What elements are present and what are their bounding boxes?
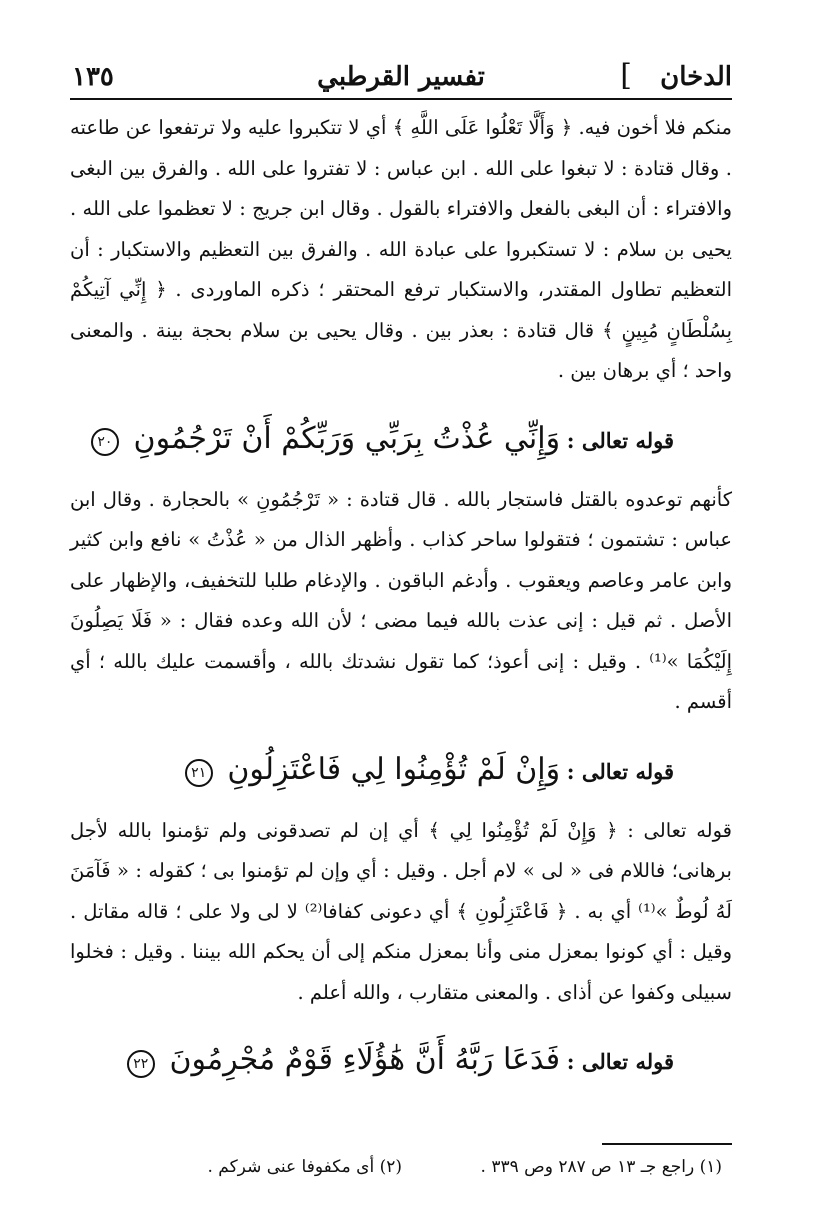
paragraph-commentary-1: منكم فلا أخون فيه. ﴿ وَأَلَّا تَعْلُوا عَلَى اللَّهِ ﴾ أي لا تتكبروا عليه ولا ترتفعوا عن طاعته . وقال قتادة : لا تبغوا على الله . ابن عباس : لا تفتروا على الله . والفرق بين البغى والافتراء : أن البغى بالفعل والافتراء بالقول . وقال ابن جريج : لا تعظموا على الله . يحيى بن سلام : لا تستكبروا على عبادة الله . والفرق بين التعظيم والاستكبار : أن التعظيم تطاول المقتدر، والاستكبار ترفع المحتقر ؛ ذكره الماوردى . ﴿ إِنِّي آتِيكُمْ بِسُلْطَانٍ مُبِينٍ ﴾ قال قتادة : بعذر بين . وقال يحيى بن سلام بحجة بينة . والمعنى واحد ؛ أي برهان بين .	[70, 116, 732, 382]
verse-heading-21	[70, 739, 732, 801]
verse-text: فَدَعَا رَبَّهُ أَنَّ هَٰؤُلَاءِ قَوْمٌ مُجْرِمُونَ	[169, 1042, 561, 1077]
verse-number-badge: ٢٠	[91, 428, 119, 456]
footnote-2: (٢) أى مكفوفا عنى شركم .	[207, 1157, 402, 1177]
header-bracket: ]	[620, 58, 632, 93]
verse-heading-20	[70, 408, 732, 470]
verse-number-badge: ٢١	[185, 759, 213, 787]
footnote-divider	[602, 1143, 732, 1145]
page-number: ١٣٥	[72, 62, 114, 92]
verse-text: وَإِنِّي عُذْتُ بِرَبِّي وَرَبِّكُمْ أَنْ تَرْجُمُونِ	[133, 420, 561, 456]
footnote-1: (١) راجع جـ ١٣ ص ٢٨٧ وص ٣٣٩ .	[480, 1157, 722, 1177]
paragraph-commentary-2: كأنهم توعدوه بالقتل فاستجار بالله . قال قتادة : « تَرْجُمُونِ » بالحجارة . وقال ابن عباس : تشتمون ؛ فتقولوا ساحر كذاب . وأظهر الذال من « عُذْتُ » نافع وابن كثير وابن عامر وعاصم ويعقوب . وأدغم الباقون . والإدغام طلبا للتخفيف، والإظهار على الأصل . ثم قيل : إنى عذت بالله فيما مضى ؛ لأن الله وعده فقال : « فَلَا يَصِلُونَ إِلَيْكُمَا »⁽¹⁾ . وقيل : إنى أعوذ؛ كما تقول نشدتك بالله ، وأقسمت عليك بالله ؛ أي أقسم .	[70, 487, 732, 713]
verse-heading-22	[70, 1029, 732, 1091]
book-page	[70, 58, 732, 1177]
verse-label: قوله تعالى :	[566, 427, 674, 453]
running-header	[70, 58, 732, 100]
verse-label: قوله تعالى :	[566, 1049, 674, 1074]
paragraph-commentary-3: قوله تعالى : ﴿ وَإِنْ لَمْ تُؤْمِنُوا لِي ﴾ أي إن لم تصدقونى ولم تؤمنوا بالله لأجل برهانى؛ فاللام فى « لى » لام أجل . وقيل : أي وإن لم تؤمنوا بى ؛ كقوله : « فَآمَنَ لَهُ لُوطٌ »⁽¹⁾ أي به . ﴿ فَاعْتَزِلُونِ ﴾ أي دعونى كفافا⁽²⁾ لا لى ولا على ؛ قاله مقاتل . وقيل : أي كونوا بمعزل منى وأنا بمعزل منكم إلى أن يحكم الله بيننا . وقيل : فخلوا سبيلى وكفوا عن أذاى . والمعنى متقارب ، والله أعلم .	[70, 818, 732, 1004]
verse-number-badge: ٢٢	[127, 1050, 155, 1078]
verse-text: وَإِنْ لَمْ تُؤْمِنُوا لِي فَاعْتَزِلُونِ	[227, 751, 561, 787]
verse-label: قوله تعالى :	[566, 758, 674, 784]
book-title: تفسير القرطبي	[317, 62, 485, 92]
surah-name: الدخان	[660, 62, 732, 92]
